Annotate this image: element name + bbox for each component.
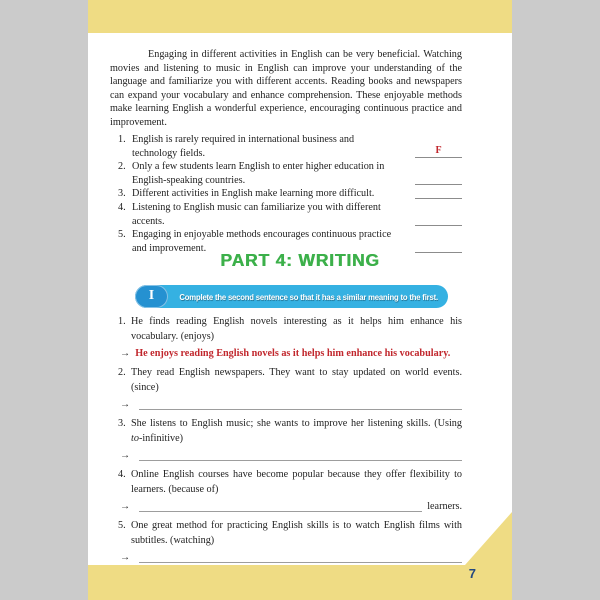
answer-blank — [139, 499, 422, 512]
workbook-page — [88, 0, 512, 600]
arrow-icon: → — [120, 450, 131, 461]
item-statement — [118, 160, 400, 187]
item-number: 4. — [118, 469, 126, 480]
source-sentence — [118, 518, 462, 548]
writing-item — [118, 518, 462, 565]
answer-blank — [415, 225, 462, 226]
source-sentence — [118, 467, 462, 497]
corner-wedge — [465, 512, 512, 565]
item-text: They read English newspapers. They want to stay updated on world events. (since) — [131, 367, 462, 393]
arrow-icon: → — [120, 348, 131, 359]
writing-item — [118, 467, 462, 514]
part4-heading: PART 4: WRITING — [220, 250, 380, 270]
true-false-item — [118, 133, 462, 160]
writing-item — [118, 416, 462, 463]
item-statement — [118, 187, 400, 201]
rewrite-line — [120, 448, 462, 463]
item-text: Engaging in enjoyable methods encourages continuous practice and improvement. — [132, 229, 392, 254]
item-number: 1. — [118, 134, 126, 145]
true-false-item — [118, 201, 462, 228]
item-text: She listens to English music; she wants to improve her listening skills. (Using to-infinitive) — [131, 418, 462, 444]
item-number: 5. — [118, 229, 126, 241]
item-number: 3. — [118, 188, 126, 200]
writing-item — [118, 365, 462, 412]
true-false-item — [118, 187, 462, 201]
task-instruction: Complete the second sentence so that it has a similar meaning to the first. — [179, 291, 438, 302]
arrow-icon: → — [120, 501, 131, 512]
source-sentence — [118, 416, 462, 446]
answer-blank: F — [415, 145, 462, 158]
page-number: 7 — [468, 566, 476, 581]
item-number: 1. — [118, 316, 126, 327]
task-banner — [135, 285, 448, 308]
item-number: 3. — [118, 418, 126, 429]
rewrite-line — [120, 346, 462, 361]
answer-blank — [139, 448, 462, 461]
sample-answer: He enjoys reading English novels as it helps him enhance his vocabulary. — [135, 348, 451, 359]
item-statement — [118, 133, 400, 160]
item-text: Listening to English music can familiarize you with different accents. — [132, 201, 381, 227]
intro-paragraph: Engaging in different activities in English can be very beneficial. Watching movies and listening to music in English can improve your understanding of the language and familiarize you with different accents. Reading books and newspapers can expand your vocabulary and enhance comprehension. These enjoyable methods make learning English a wonderful experience, encouraging continuous practice and improvement. — [110, 49, 462, 128]
item-number: 2. — [118, 161, 126, 173]
writing-exercise-list — [110, 314, 462, 569]
item-text: He finds reading English novels interesting as it helps him enhance his vocabulary. (enjoys) — [131, 316, 462, 342]
answer-blank — [415, 184, 462, 185]
top-yellow-band — [88, 0, 512, 33]
rewrite-line — [120, 550, 462, 565]
source-sentence — [118, 365, 462, 395]
arrow-icon: → — [120, 552, 131, 563]
item-text: One great method for practicing English skills is to watch English films with subtitles. (watching) — [131, 520, 462, 546]
answer-blank — [139, 550, 462, 563]
blank-suffix: learners. — [427, 501, 462, 512]
rewrite-line — [120, 397, 462, 412]
item-number: 2. — [118, 367, 126, 378]
item-number: 4. — [118, 201, 126, 213]
arrow-icon: → — [120, 399, 131, 410]
item-text: Online English courses have become popular because they offer flexibility to learners. (because of) — [131, 469, 462, 495]
rewrite-line — [120, 499, 462, 514]
source-sentence — [118, 314, 462, 344]
item-text: Only a few students learn English to enter higher education in English-speaking countries. — [132, 161, 385, 186]
item-text: Different activities in English make learning more difficult. — [132, 188, 375, 200]
item-text: English is rarely required in international business and technology fields. — [132, 134, 355, 159]
item-statement — [118, 201, 400, 228]
true-false-list — [110, 133, 462, 255]
answer-blank — [139, 397, 462, 410]
task-number-badge: I — [135, 285, 168, 308]
writing-item — [118, 314, 462, 361]
item-number: 5. — [118, 520, 126, 531]
answer-blank — [415, 198, 462, 199]
bottom-yellow-band — [88, 565, 512, 600]
true-false-item — [118, 160, 462, 187]
